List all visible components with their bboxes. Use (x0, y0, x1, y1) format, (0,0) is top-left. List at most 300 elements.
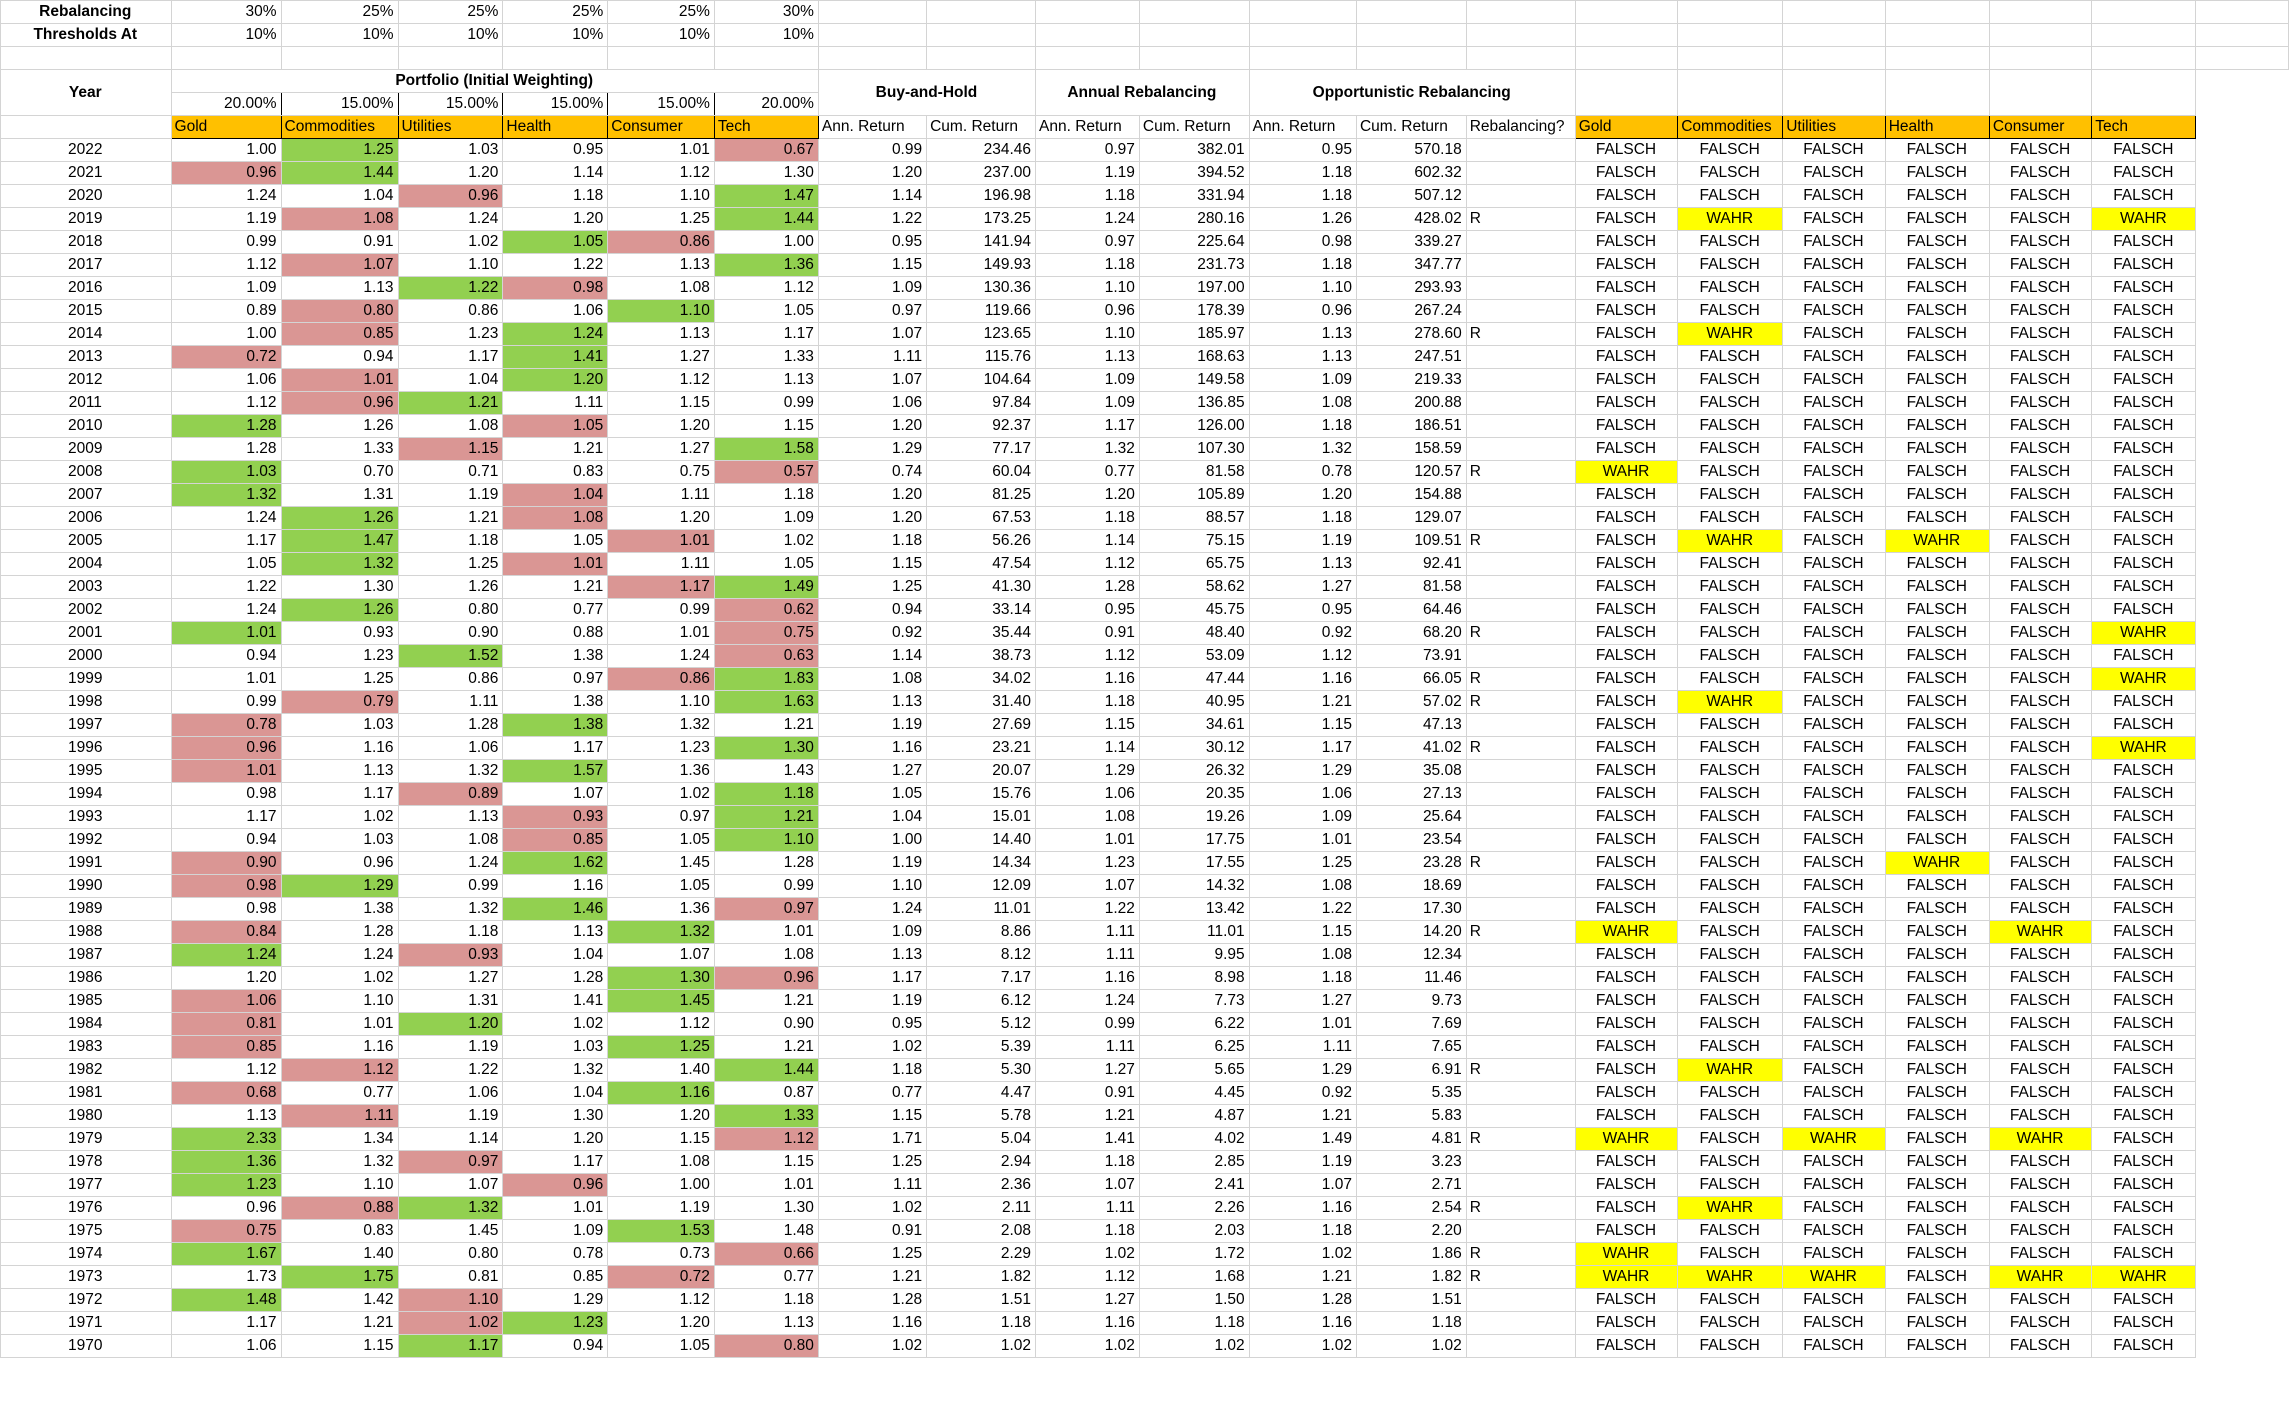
return-consumer[interactable]: 1.13 (608, 254, 715, 277)
return-health[interactable]: 1.38 (503, 645, 608, 668)
flag-commodities[interactable]: FALSCH (1678, 668, 1783, 691)
return-commodities[interactable]: 1.32 (281, 553, 398, 576)
ar-cum-return[interactable]: 26.32 (1139, 760, 1249, 783)
rebalancing-flag[interactable] (1466, 369, 1575, 392)
year-cell[interactable]: 2020 (1, 185, 172, 208)
flag-tech[interactable]: FALSCH (2092, 139, 2196, 162)
or-ann-return[interactable]: 0.92 (1249, 622, 1356, 645)
ar-ann-return[interactable]: 1.16 (1036, 1312, 1140, 1335)
return-utilities[interactable]: 1.18 (398, 530, 503, 553)
return-health[interactable]: 1.03 (503, 1036, 608, 1059)
return-utilities[interactable]: 1.13 (398, 806, 503, 829)
ar-cum-return[interactable]: 17.55 (1139, 852, 1249, 875)
or-cum-return[interactable]: 129.07 (1356, 507, 1466, 530)
empty-cell[interactable] (1678, 47, 1783, 70)
bh-cum-return[interactable]: 130.36 (927, 277, 1036, 300)
or-cum-return[interactable]: 347.77 (1356, 254, 1466, 277)
flag-consumer[interactable]: FALSCH (1989, 254, 2091, 277)
return-gold[interactable]: 1.28 (171, 438, 281, 461)
return-health[interactable]: 0.88 (503, 622, 608, 645)
flag-consumer[interactable]: FALSCH (1989, 760, 2091, 783)
return-consumer[interactable]: 1.30 (608, 967, 715, 990)
flag-commodities[interactable]: FALSCH (1678, 369, 1783, 392)
ar-ann-return[interactable]: 1.29 (1036, 760, 1140, 783)
header-ar-cum-return[interactable]: Cum. Return (1139, 116, 1249, 139)
bh-cum-return[interactable]: 2.36 (927, 1174, 1036, 1197)
rebalancing-flag[interactable] (1466, 1220, 1575, 1243)
rebalancing-flag[interactable] (1466, 967, 1575, 990)
ar-cum-return[interactable]: 168.63 (1139, 346, 1249, 369)
rebalancing-pct-tech[interactable]: 30% (714, 1, 818, 24)
bh-cum-return[interactable]: 234.46 (927, 139, 1036, 162)
flag-consumer[interactable]: FALSCH (1989, 1059, 2091, 1082)
flag-commodities[interactable]: FALSCH (1678, 507, 1783, 530)
rebalancing-flag[interactable]: R (1466, 323, 1575, 346)
flag-consumer[interactable]: FALSCH (1989, 139, 2091, 162)
return-consumer[interactable]: 0.72 (608, 1266, 715, 1289)
ar-ann-return[interactable]: 1.10 (1036, 277, 1140, 300)
bh-cum-return[interactable]: 41.30 (927, 576, 1036, 599)
ar-ann-return[interactable]: 0.91 (1036, 622, 1140, 645)
rebalancing-flag[interactable] (1466, 1036, 1575, 1059)
ar-cum-return[interactable]: 1.50 (1139, 1289, 1249, 1312)
or-cum-return[interactable]: 5.83 (1356, 1105, 1466, 1128)
or-ann-return[interactable]: 1.02 (1249, 1243, 1356, 1266)
bh-ann-return[interactable]: 1.20 (818, 507, 926, 530)
year-cell[interactable]: 2006 (1, 507, 172, 530)
bh-ann-return[interactable]: 1.24 (818, 898, 926, 921)
return-health[interactable]: 1.08 (503, 507, 608, 530)
flag-consumer[interactable]: FALSCH (1989, 162, 2091, 185)
year-cell[interactable]: 2003 (1, 576, 172, 599)
return-health[interactable]: 0.85 (503, 829, 608, 852)
flag-consumer[interactable]: FALSCH (1989, 1036, 2091, 1059)
flag-commodities[interactable]: FALSCH (1678, 415, 1783, 438)
return-gold[interactable]: 1.73 (171, 1266, 281, 1289)
flag-gold[interactable]: FALSCH (1575, 668, 1678, 691)
flag-tech[interactable]: FALSCH (2092, 1013, 2196, 1036)
return-commodities[interactable]: 1.15 (281, 1335, 398, 1358)
flag-utilities[interactable]: FALSCH (1783, 737, 1886, 760)
ar-cum-return[interactable]: 5.65 (1139, 1059, 1249, 1082)
return-tech[interactable]: 1.18 (714, 484, 818, 507)
ar-cum-return[interactable]: 19.26 (1139, 806, 1249, 829)
bh-cum-return[interactable]: 8.86 (927, 921, 1036, 944)
or-ann-return[interactable]: 1.09 (1249, 369, 1356, 392)
return-tech[interactable]: 0.77 (714, 1266, 818, 1289)
bh-ann-return[interactable]: 0.95 (818, 231, 926, 254)
flag-health[interactable]: FALSCH (1885, 691, 1989, 714)
ar-cum-return[interactable]: 149.58 (1139, 369, 1249, 392)
bh-cum-return[interactable]: 6.12 (927, 990, 1036, 1013)
flag-gold[interactable]: FALSCH (1575, 737, 1678, 760)
or-ann-return[interactable]: 1.19 (1249, 1151, 1356, 1174)
flag-commodities[interactable]: FALSCH (1678, 277, 1783, 300)
return-utilities[interactable]: 1.32 (398, 898, 503, 921)
ar-cum-return[interactable]: 58.62 (1139, 576, 1249, 599)
or-ann-return[interactable]: 0.96 (1249, 300, 1356, 323)
flag-commodities[interactable]: FALSCH (1678, 737, 1783, 760)
or-ann-return[interactable]: 1.18 (1249, 507, 1356, 530)
return-consumer[interactable]: 1.45 (608, 990, 715, 1013)
bh-cum-return[interactable]: 14.34 (927, 852, 1036, 875)
return-utilities[interactable]: 1.21 (398, 392, 503, 415)
or-ann-return[interactable]: 0.98 (1249, 231, 1356, 254)
return-health[interactable]: 1.41 (503, 990, 608, 1013)
flag-consumer[interactable]: FALSCH (1989, 944, 2091, 967)
return-tech[interactable]: 1.13 (714, 1312, 818, 1335)
threshold-pct-tech[interactable]: 10% (714, 24, 818, 47)
bh-cum-return[interactable]: 2.29 (927, 1243, 1036, 1266)
flag-commodities[interactable]: FALSCH (1678, 576, 1783, 599)
ar-ann-return[interactable]: 1.06 (1036, 783, 1140, 806)
return-commodities[interactable]: 1.13 (281, 760, 398, 783)
bh-cum-return[interactable]: 5.78 (927, 1105, 1036, 1128)
bh-cum-return[interactable]: 60.04 (927, 461, 1036, 484)
flag-commodities[interactable]: FALSCH (1678, 1082, 1783, 1105)
return-commodities[interactable]: 1.04 (281, 185, 398, 208)
bh-cum-return[interactable]: 173.25 (927, 208, 1036, 231)
header-flag-tech[interactable]: Tech (2092, 116, 2196, 139)
flag-commodities[interactable]: FALSCH (1678, 645, 1783, 668)
or-cum-return[interactable]: 9.73 (1356, 990, 1466, 1013)
flag-gold[interactable]: FALSCH (1575, 277, 1678, 300)
flag-tech[interactable]: FALSCH (2092, 300, 2196, 323)
flag-gold[interactable]: FALSCH (1575, 1197, 1678, 1220)
flag-commodities[interactable]: FALSCH (1678, 1335, 1783, 1358)
flag-commodities[interactable]: FALSCH (1678, 875, 1783, 898)
return-utilities[interactable]: 0.80 (398, 599, 503, 622)
return-gold[interactable]: 0.72 (171, 346, 281, 369)
flag-commodities[interactable]: FALSCH (1678, 1151, 1783, 1174)
flag-gold[interactable]: FALSCH (1575, 1036, 1678, 1059)
flag-health[interactable]: FALSCH (1885, 645, 1989, 668)
flag-commodities[interactable]: FALSCH (1678, 806, 1783, 829)
flag-utilities[interactable]: FALSCH (1783, 185, 1886, 208)
empty-cell[interactable] (1575, 47, 1678, 70)
return-health[interactable]: 0.77 (503, 599, 608, 622)
return-gold[interactable]: 1.20 (171, 967, 281, 990)
return-commodities[interactable]: 1.08 (281, 208, 398, 231)
return-health[interactable]: 1.20 (503, 369, 608, 392)
ar-ann-return[interactable]: 1.17 (1036, 415, 1140, 438)
bh-ann-return[interactable]: 1.13 (818, 691, 926, 714)
weight-health[interactable]: 15.00% (503, 93, 608, 116)
flag-consumer[interactable]: FALSCH (1989, 484, 2091, 507)
flag-tech[interactable]: FALSCH (2092, 852, 2196, 875)
return-tech[interactable]: 1.48 (714, 1220, 818, 1243)
rebalancing-flag[interactable] (1466, 484, 1575, 507)
return-tech[interactable]: 1.33 (714, 1105, 818, 1128)
return-utilities[interactable]: 1.31 (398, 990, 503, 1013)
or-ann-return[interactable]: 1.18 (1249, 415, 1356, 438)
flag-health[interactable]: FALSCH (1885, 806, 1989, 829)
return-commodities[interactable]: 1.26 (281, 507, 398, 530)
ar-cum-return[interactable]: 105.89 (1139, 484, 1249, 507)
flag-commodities[interactable]: FALSCH (1678, 300, 1783, 323)
flag-commodities[interactable]: FALSCH (1678, 1220, 1783, 1243)
bh-ann-return[interactable]: 1.21 (818, 1266, 926, 1289)
return-gold[interactable]: 0.85 (171, 1036, 281, 1059)
flag-tech[interactable]: FALSCH (2092, 1036, 2196, 1059)
bh-ann-return[interactable]: 1.04 (818, 806, 926, 829)
bh-cum-return[interactable]: 5.12 (927, 1013, 1036, 1036)
year-cell[interactable]: 1979 (1, 1128, 172, 1151)
flag-health[interactable]: FALSCH (1885, 1151, 1989, 1174)
flag-utilities[interactable]: FALSCH (1783, 553, 1886, 576)
flag-tech[interactable]: FALSCH (2092, 760, 2196, 783)
return-consumer[interactable]: 1.05 (608, 1335, 715, 1358)
empty-cell[interactable] (1249, 47, 1356, 70)
flag-health[interactable]: FALSCH (1885, 369, 1989, 392)
return-utilities[interactable]: 1.20 (398, 1013, 503, 1036)
year-cell[interactable]: 2005 (1, 530, 172, 553)
flag-health[interactable]: FALSCH (1885, 1289, 1989, 1312)
empty-cell[interactable] (2092, 47, 2196, 70)
flag-commodities[interactable]: FALSCH (1678, 162, 1783, 185)
year-cell[interactable]: 1991 (1, 852, 172, 875)
flag-utilities[interactable]: FALSCH (1783, 1105, 1886, 1128)
return-utilities[interactable]: 1.19 (398, 1036, 503, 1059)
flag-gold[interactable]: FALSCH (1575, 1059, 1678, 1082)
flag-gold[interactable]: FALSCH (1575, 852, 1678, 875)
year-cell[interactable]: 1983 (1, 1036, 172, 1059)
flag-consumer[interactable]: FALSCH (1989, 277, 2091, 300)
ar-cum-return[interactable]: 2.41 (1139, 1174, 1249, 1197)
rebalancing-flag[interactable] (1466, 944, 1575, 967)
flag-utilities[interactable]: FALSCH (1783, 1151, 1886, 1174)
flag-health[interactable]: FALSCH (1885, 1105, 1989, 1128)
bh-cum-return[interactable]: 67.53 (927, 507, 1036, 530)
bh-cum-return[interactable]: 56.26 (927, 530, 1036, 553)
return-tech[interactable]: 1.44 (714, 208, 818, 231)
rebalancing-flag[interactable] (1466, 139, 1575, 162)
or-ann-return[interactable]: 1.27 (1249, 990, 1356, 1013)
threshold-pct-commodities[interactable]: 10% (281, 24, 398, 47)
or-cum-return[interactable]: 17.30 (1356, 898, 1466, 921)
rebalancing-flag[interactable] (1466, 599, 1575, 622)
flag-consumer[interactable]: FALSCH (1989, 806, 2091, 829)
return-gold[interactable]: 1.24 (171, 599, 281, 622)
return-gold[interactable]: 1.32 (171, 484, 281, 507)
rebalancing-flag[interactable] (1466, 760, 1575, 783)
return-gold[interactable]: 1.06 (171, 369, 281, 392)
return-tech[interactable]: 1.30 (714, 737, 818, 760)
flag-health[interactable]: FALSCH (1885, 576, 1989, 599)
empty-cell[interactable] (171, 47, 281, 70)
flag-utilities[interactable]: FALSCH (1783, 1243, 1886, 1266)
ar-ann-return[interactable]: 1.14 (1036, 530, 1140, 553)
rebalancing-flag[interactable] (1466, 185, 1575, 208)
or-ann-return[interactable]: 1.17 (1249, 737, 1356, 760)
or-cum-return[interactable]: 247.51 (1356, 346, 1466, 369)
rebalancing-label[interactable]: Rebalancing (1, 1, 172, 24)
return-consumer[interactable]: 1.10 (608, 185, 715, 208)
flag-utilities[interactable]: FALSCH (1783, 875, 1886, 898)
ar-cum-return[interactable]: 4.45 (1139, 1082, 1249, 1105)
flag-health[interactable]: FALSCH (1885, 898, 1989, 921)
or-ann-return[interactable]: 1.18 (1249, 1220, 1356, 1243)
bh-cum-return[interactable]: 237.00 (927, 162, 1036, 185)
rebalancing-flag[interactable]: R (1466, 737, 1575, 760)
return-tech[interactable]: 0.66 (714, 1243, 818, 1266)
return-tech[interactable]: 1.44 (714, 1059, 818, 1082)
flag-tech[interactable]: FALSCH (2092, 921, 2196, 944)
return-utilities[interactable]: 0.81 (398, 1266, 503, 1289)
or-ann-return[interactable]: 1.16 (1249, 668, 1356, 691)
year-cell[interactable]: 1971 (1, 1312, 172, 1335)
return-utilities[interactable]: 1.24 (398, 208, 503, 231)
flag-gold[interactable]: FALSCH (1575, 1220, 1678, 1243)
flag-health[interactable]: FALSCH (1885, 300, 1989, 323)
return-utilities[interactable]: 1.06 (398, 1082, 503, 1105)
flag-gold[interactable]: FALSCH (1575, 967, 1678, 990)
or-cum-return[interactable]: 507.12 (1356, 185, 1466, 208)
ar-ann-return[interactable]: 1.18 (1036, 1151, 1140, 1174)
or-cum-return[interactable]: 219.33 (1356, 369, 1466, 392)
bh-ann-return[interactable]: 1.14 (818, 645, 926, 668)
year-cell[interactable]: 2004 (1, 553, 172, 576)
flag-commodities[interactable]: FALSCH (1678, 1013, 1783, 1036)
return-health[interactable]: 1.13 (503, 921, 608, 944)
flag-gold[interactable]: FALSCH (1575, 829, 1678, 852)
or-cum-return[interactable]: 92.41 (1356, 553, 1466, 576)
return-tech[interactable]: 0.90 (714, 1013, 818, 1036)
flag-commodities[interactable]: FALSCH (1678, 1128, 1783, 1151)
return-tech[interactable]: 1.10 (714, 829, 818, 852)
return-gold[interactable]: 0.98 (171, 898, 281, 921)
flag-commodities[interactable]: FALSCH (1678, 898, 1783, 921)
empty-cell[interactable] (1885, 1, 1989, 24)
year-cell[interactable]: 2001 (1, 622, 172, 645)
return-commodities[interactable]: 1.25 (281, 668, 398, 691)
return-commodities[interactable]: 0.96 (281, 392, 398, 415)
bh-ann-return[interactable]: 0.94 (818, 599, 926, 622)
return-gold[interactable]: 1.23 (171, 1174, 281, 1197)
flag-health[interactable]: FALSCH (1885, 737, 1989, 760)
flag-tech[interactable]: FALSCH (2092, 553, 2196, 576)
flag-gold[interactable]: FALSCH (1575, 415, 1678, 438)
or-ann-return[interactable]: 1.10 (1249, 277, 1356, 300)
return-consumer[interactable]: 1.32 (608, 714, 715, 737)
flag-health[interactable]: FALSCH (1885, 553, 1989, 576)
return-consumer[interactable]: 1.53 (608, 1220, 715, 1243)
rebalancing-flag[interactable]: R (1466, 1059, 1575, 1082)
or-cum-return[interactable]: 64.46 (1356, 599, 1466, 622)
or-ann-return[interactable]: 1.18 (1249, 254, 1356, 277)
flag-health[interactable]: FALSCH (1885, 599, 1989, 622)
flag-consumer[interactable]: FALSCH (1989, 1243, 2091, 1266)
ar-cum-return[interactable]: 197.00 (1139, 277, 1249, 300)
header-consumer[interactable]: Consumer (608, 116, 715, 139)
rebalancing-flag[interactable] (1466, 277, 1575, 300)
rebalancing-flag[interactable]: R (1466, 622, 1575, 645)
flag-tech[interactable]: FALSCH (2092, 1082, 2196, 1105)
flag-gold[interactable]: FALSCH (1575, 231, 1678, 254)
bh-ann-return[interactable]: 0.99 (818, 139, 926, 162)
return-commodities[interactable]: 1.26 (281, 415, 398, 438)
bh-ann-return[interactable]: 1.20 (818, 415, 926, 438)
flag-tech[interactable]: WAHR (2092, 208, 2196, 231)
bh-cum-return[interactable]: 31.40 (927, 691, 1036, 714)
return-utilities[interactable]: 0.86 (398, 668, 503, 691)
or-cum-return[interactable]: 428.02 (1356, 208, 1466, 231)
flag-tech[interactable]: FALSCH (2092, 415, 2196, 438)
flag-gold[interactable]: FALSCH (1575, 553, 1678, 576)
or-cum-return[interactable]: 6.91 (1356, 1059, 1466, 1082)
flag-health[interactable]: FALSCH (1885, 622, 1989, 645)
return-consumer[interactable]: 1.36 (608, 760, 715, 783)
ar-cum-return[interactable]: 9.95 (1139, 944, 1249, 967)
flag-gold[interactable]: FALSCH (1575, 185, 1678, 208)
return-tech[interactable]: 1.21 (714, 1036, 818, 1059)
return-utilities[interactable]: 1.10 (398, 1289, 503, 1312)
flag-health[interactable]: FALSCH (1885, 1243, 1989, 1266)
return-consumer[interactable]: 1.27 (608, 346, 715, 369)
return-tech[interactable]: 1.05 (714, 553, 818, 576)
empty-cell[interactable] (1249, 1, 1356, 24)
bh-ann-return[interactable]: 1.02 (818, 1036, 926, 1059)
rebalancing-flag[interactable] (1466, 1105, 1575, 1128)
flag-gold[interactable]: FALSCH (1575, 1105, 1678, 1128)
bh-ann-return[interactable]: 1.29 (818, 438, 926, 461)
flag-consumer[interactable]: FALSCH (1989, 622, 2091, 645)
flag-consumer[interactable]: FALSCH (1989, 438, 2091, 461)
return-consumer[interactable]: 1.01 (608, 530, 715, 553)
flag-tech[interactable]: FALSCH (2092, 392, 2196, 415)
return-tech[interactable]: 1.83 (714, 668, 818, 691)
empty-cell[interactable] (1885, 24, 1989, 47)
return-utilities[interactable]: 1.18 (398, 921, 503, 944)
or-cum-return[interactable]: 73.91 (1356, 645, 1466, 668)
return-commodities[interactable]: 0.96 (281, 852, 398, 875)
or-cum-return[interactable]: 267.24 (1356, 300, 1466, 323)
bh-cum-return[interactable]: 2.08 (927, 1220, 1036, 1243)
return-gold[interactable]: 1.06 (171, 1335, 281, 1358)
return-commodities[interactable]: 1.28 (281, 921, 398, 944)
return-consumer[interactable]: 1.40 (608, 1059, 715, 1082)
or-cum-return[interactable]: 4.81 (1356, 1128, 1466, 1151)
flag-health[interactable]: FALSCH (1885, 1197, 1989, 1220)
or-ann-return[interactable]: 1.18 (1249, 162, 1356, 185)
year-cell[interactable]: 2021 (1, 162, 172, 185)
return-utilities[interactable]: 1.20 (398, 162, 503, 185)
flag-consumer[interactable]: FALSCH (1989, 1105, 2091, 1128)
ar-ann-return[interactable]: 1.12 (1036, 1266, 1140, 1289)
rebalancing-pct-health[interactable]: 25% (503, 1, 608, 24)
ar-ann-return[interactable]: 1.24 (1036, 990, 1140, 1013)
flag-consumer[interactable]: FALSCH (1989, 967, 2091, 990)
flag-commodities[interactable]: FALSCH (1678, 139, 1783, 162)
return-tech[interactable]: 0.87 (714, 1082, 818, 1105)
return-gold[interactable]: 1.17 (171, 1312, 281, 1335)
empty-cell[interactable] (1885, 70, 1989, 116)
return-tech[interactable]: 1.33 (714, 346, 818, 369)
flag-health[interactable]: FALSCH (1885, 139, 1989, 162)
return-health[interactable]: 0.94 (503, 1335, 608, 1358)
rebalancing-flag[interactable] (1466, 1013, 1575, 1036)
return-tech[interactable]: 0.57 (714, 461, 818, 484)
flag-utilities[interactable]: FALSCH (1783, 645, 1886, 668)
bh-cum-return[interactable]: 11.01 (927, 898, 1036, 921)
bh-cum-return[interactable]: 141.94 (927, 231, 1036, 254)
flag-gold[interactable]: FALSCH (1575, 806, 1678, 829)
bh-cum-return[interactable]: 1.18 (927, 1312, 1036, 1335)
bh-ann-return[interactable]: 1.06 (818, 392, 926, 415)
year-cell[interactable]: 1993 (1, 806, 172, 829)
rebalancing-flag[interactable] (1466, 645, 1575, 668)
header-commodities[interactable]: Commodities (281, 116, 398, 139)
